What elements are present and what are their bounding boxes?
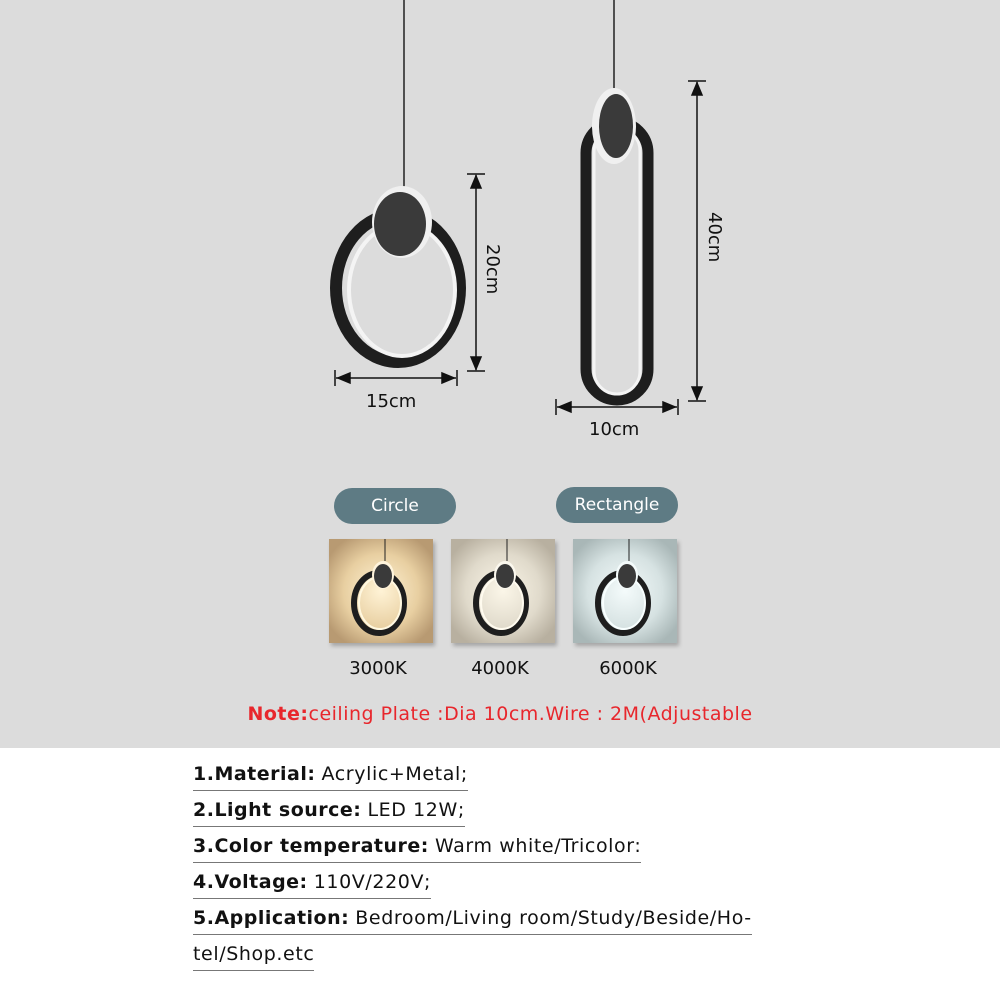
circle-width-dimension <box>335 370 457 386</box>
spec-item-light-source <box>193 796 853 832</box>
swatch-neutral <box>451 539 555 643</box>
spec-value: Acrylic+Metal; <box>321 763 468 785</box>
circle-lamp <box>336 186 460 362</box>
spec-item-material <box>193 760 853 796</box>
note-text: ceiling Plate :Dia 10cm.Wire : 2M(Adjustable <box>308 703 753 725</box>
lamp-dimension-drawing <box>0 0 1000 480</box>
spec-item-color-temperature <box>193 832 853 868</box>
spec-value: LED 12W; <box>367 799 465 821</box>
temp-label-cool: 6000K <box>599 658 657 679</box>
circle-width-label: 15cm <box>366 391 417 412</box>
rect-width-label: 10cm <box>589 419 640 440</box>
spec-label: 3.Color temperature: <box>193 835 429 857</box>
spec-value: Bedroom/Living room/Study/Beside/Ho- <box>355 907 752 929</box>
rectangle-lamp <box>586 88 648 400</box>
spec-value-continued: tel/Shop.etc <box>193 943 315 965</box>
swatch-cool <box>573 539 677 643</box>
note-line <box>0 703 1000 725</box>
spec-value: Warm white/Tricolor: <box>434 835 642 857</box>
spec-item-application <box>193 904 853 940</box>
spec-label: 2.Light source: <box>193 799 362 821</box>
spec-label: 1.Material: <box>193 763 316 785</box>
temp-label-warm: 3000K <box>349 658 407 679</box>
shape-option-rectangle[interactable]: Rectangle <box>556 487 678 523</box>
temp-label-neutral: 4000K <box>471 658 529 679</box>
spec-value: 110V/220V; <box>313 871 432 893</box>
spec-list <box>193 760 853 976</box>
shape-option-circle[interactable]: Circle <box>334 488 456 524</box>
circle-height-label: 20cm <box>482 244 503 295</box>
spec-item-voltage <box>193 868 853 904</box>
rect-height-label: 40cm <box>704 212 725 263</box>
spec-label: 4.Voltage: <box>193 871 308 893</box>
note-label: Note: <box>247 703 309 725</box>
spec-label: 5.Application: <box>193 907 350 929</box>
spec-item-application-continued <box>193 940 853 976</box>
swatch-warm <box>329 539 433 643</box>
